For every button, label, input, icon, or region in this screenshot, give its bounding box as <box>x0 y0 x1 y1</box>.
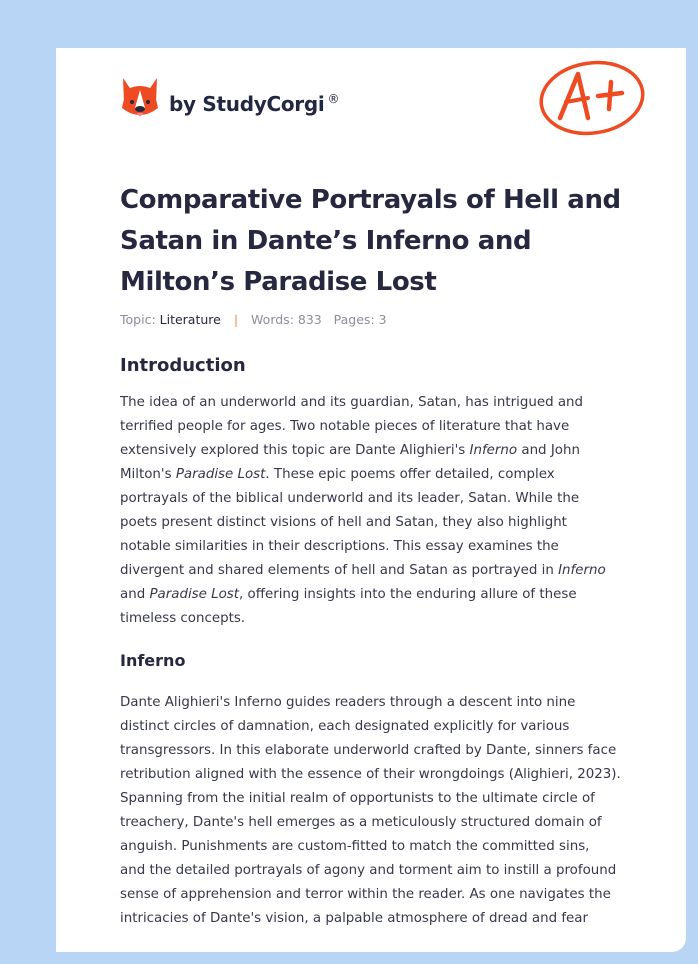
paragraph-line: divergent and shared elements of hell and Satan as portrayed in Inferno <box>120 563 606 578</box>
article-meta <box>120 312 387 327</box>
work-title: Paradise Lost <box>149 587 240 602</box>
article-title: Comparative Portrayals of Hell and Satan in Dante’s Inferno and Milton’s Paradise Lost <box>120 185 621 297</box>
topic-link[interactable]: Literature <box>159 312 221 327</box>
paragraph-line: transgressors. In this elaborate underworld crafted by Dante, sinners face <box>120 743 617 758</box>
paragraph-line: intricacies of Dante's vision, a palpable atmosphere of dread and fear <box>120 911 589 926</box>
corgi-logo-icon <box>120 76 160 122</box>
topic-label: Topic: <box>120 312 156 327</box>
paragraph-line: The idea of an underworld and its guardian, Satan, has intrigued and <box>120 395 584 410</box>
paragraph-line: and the detailed portrayals of agony and torment aim to instill a profound <box>120 863 617 878</box>
paragraph-line: poets present distinct visions of hell and Satan, they also highlight <box>120 515 567 530</box>
work-title: Inferno <box>469 443 518 458</box>
introduction-paragraph <box>120 391 630 631</box>
paragraph-line: distinct circles of damnation, each designated explicitly for various <box>120 719 570 734</box>
paragraph-line: treachery, Dante's hell emerges as a meticulously structured domain of <box>120 815 602 830</box>
words-label: Words: <box>251 312 294 327</box>
paragraph-line: sense of apprehension and terror within the reader. As one navigates the <box>120 887 611 902</box>
paragraph-line: extensively explored this topic are Dante Alighieri's Inferno and John <box>120 443 580 458</box>
a-plus-grade-icon <box>536 56 648 144</box>
brand-logo[interactable] <box>120 76 339 122</box>
paragraph-line: retribution aligned with the essence of their wrongdoings (Alighieri, 2023). <box>120 767 621 782</box>
paragraph-line: Milton's Paradise Lost. These epic poems offer detailed, complex <box>120 467 555 482</box>
registered-mark: ® <box>327 92 340 107</box>
paragraph-line: Dante Alighieri's Inferno guides readers through a descent into nine <box>120 695 576 710</box>
work-title: Inferno <box>558 563 606 578</box>
paragraph-line: timeless concepts. <box>120 611 246 626</box>
inferno-paragraph <box>120 691 630 931</box>
pages-label: Pages: <box>333 312 375 327</box>
work-title: Paradise Lost <box>175 467 266 482</box>
words-count: 833 <box>297 312 322 327</box>
paragraph-line: notable similarities in their descriptions. This essay examines the <box>120 539 559 554</box>
paragraph-line: Spanning from the initial realm of opportunists to the ultimate circle of <box>120 791 595 806</box>
paragraph-line: anguish. Punishments are custom-fitted to match the committed sins, <box>120 839 590 854</box>
paragraph-line: portrayals of the biblical underworld and its leader, Satan. While the <box>120 491 580 506</box>
section-heading-inferno: Inferno <box>120 651 186 670</box>
paragraph-line: terrified people for ages. Two notable pieces of literature that have <box>120 419 570 434</box>
section-heading-introduction: Introduction <box>120 355 246 376</box>
paragraph-line: and Paradise Lost, offering insights into the enduring allure of these <box>120 587 577 602</box>
meta-separator: | <box>233 312 239 327</box>
document-page <box>56 48 686 952</box>
brand-name: by StudyCorgi ® <box>169 92 340 116</box>
pages-count: 3 <box>378 312 387 327</box>
